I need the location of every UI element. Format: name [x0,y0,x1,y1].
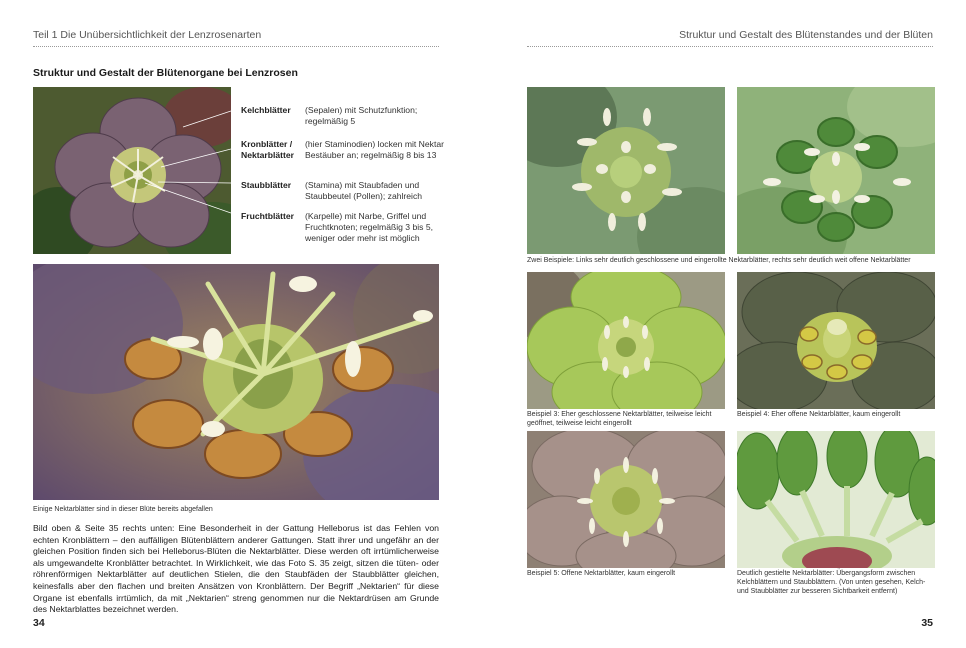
page-number-left: 34 [33,617,45,629]
organ-term-stamens: Staubblätter [241,180,292,190]
section-title: Struktur und Gestalt der Blütenorgane bei Lenzrosen [33,67,298,79]
organ-desc-nectaries: (hier Staminodien) locken mit Nektar Bestäuber an; regelmäßig 8 bis 13 [305,139,444,160]
closeup-flower-photo [33,264,439,500]
caption-stalked-nectaries: Deutlich gestielte Nektarblätter: Übergangsform zwischen Kelchblättern und Staubblättern. (Von unten gesehen, Kelch- und Staubblätter zur besseren Sichtbarkeit entfernt) [737,570,926,595]
organ-term-nectaries: Kronblätter / Nektarblätter [241,139,295,160]
organ-term-sepals: Kelchblätter [241,105,291,115]
photo-example-5 [527,431,725,568]
right-running-header: Struktur und Gestalt des Blütenstandes und der Blüten [679,29,933,41]
caption-example-5: Beispiel 5: Offene Nektarblätter, kaum eingerollt [527,570,676,577]
body-text: Bild oben & Seite 35 rechts unten: Eine Besonderheit in der Gattung Helleborus ist das Fehlen von echten Kronblättern – den auffälligen Blütenblättern anderer Gattungen. Statt ihrer und ungefähr an der gleichen Position finden sich bei Helleborus-Blüten die Nektarblätter. Diese werden oft irrtümlicherweise als umgewandelte Kronblätter betrachtet. In Wirklichkeit, wie das Foto S. 35 zeigt, sitzen die tüten- oder röhrenförmigen Nektarblätter auf deutlichen Stielen, die den Staubfäden der Staubblätter gleichen, keinesfalls aber den flachen und breiten Ansätzen von Kronblättern. Der Begriff „Nektarien“ für diese Organe ist ebenfalls irrtümlich, da mit „Nektarien“ streng genommen nur die Nektardrüsen am Grunde des Nektarblattes bezeichnet werden. [33,523,439,615]
caption-example-3: Beispiel 3: Eher geschlossene Nektarblätter, teilweise leicht geöffnet, teilweise leicht eingerollt [527,411,712,427]
photo-stalked-nectaries [737,431,935,568]
photo-example-3 [527,272,725,409]
left-running-header: Teil 1 Die Unübersichtlichkeit der Lenzrosenarten [33,29,262,41]
organ-desc-sepals: (Sepalen) mit Schutzfunktion; regelmäßig 5 [305,105,418,126]
photo-example-4 [737,272,935,409]
left-header-divider [33,46,439,47]
caption-top-pair: Zwei Beispiele: Links sehr deutlich geschlossene und eingerollte Nektarblätter, rechts sehr deutlich weit offene Nektarblätter [527,257,911,264]
photo-closed-nectaries [527,87,725,254]
right-header-divider [527,46,933,47]
labeled-flower-photo [33,87,231,254]
caption-example-4: Beispiel 4: Eher offene Nektarblätter, kaum eingerollt [737,411,901,418]
closeup-caption: Einige Nektarblätter sind in dieser Blüte bereits abgefallen [33,506,213,513]
photo-open-nectaries [737,87,935,254]
organ-desc-carpels: (Karpelle) mit Narbe, Griffel und Fruchtknoten; regelmäßig 3 bis 5, weniger oder mehr ist möglich [305,211,434,243]
organ-desc-stamens: (Stamina) mit Staubfaden und Staubbeutel (Pollen); zahlreich [305,180,423,201]
organ-term-carpels: Fruchtblätter [241,211,294,221]
page-number-right: 35 [921,617,933,629]
